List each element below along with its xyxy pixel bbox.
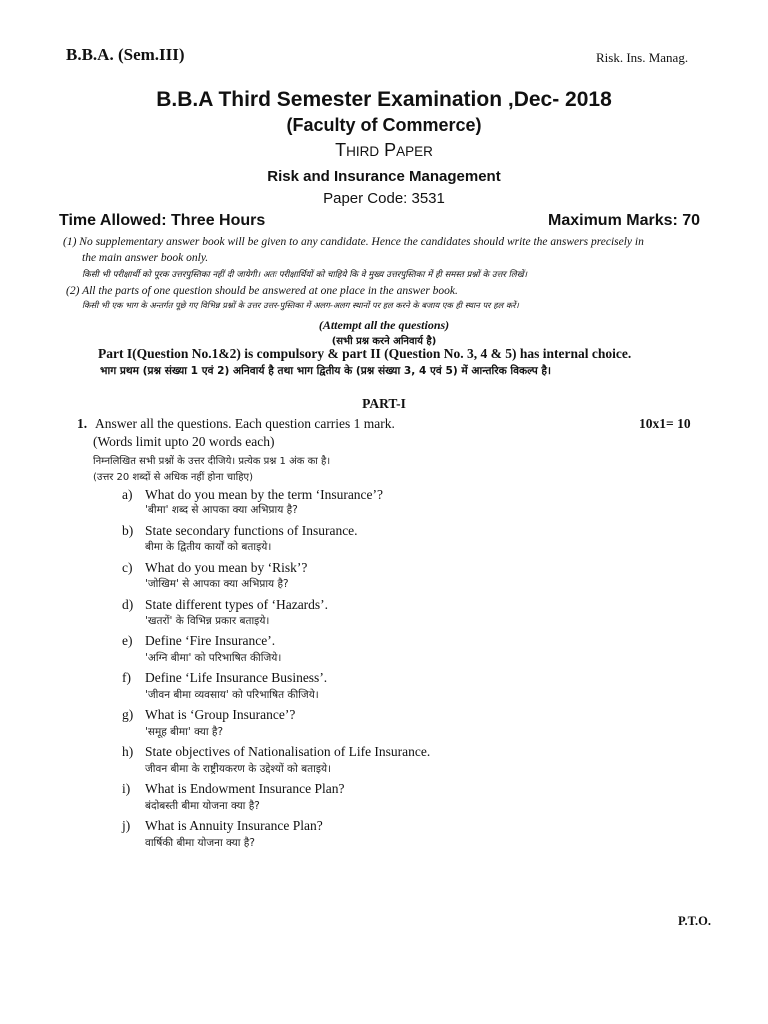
list-item: Define ‘Life Insurance Business’. — [145, 670, 328, 685]
question-marks: 10x1= 10 — [639, 416, 691, 431]
list-item-label: e) — [122, 633, 133, 648]
list-item-hi: 'अग्नि बीमा' को परिभाषित कीजिये। — [145, 652, 282, 664]
word-limit: (Words limit upto 20 words each) — [93, 434, 275, 449]
list-item-hi: 'जीवन बीमा व्यवसाय' को परिभाषित कीजिये। — [145, 689, 319, 701]
list-item-hi: 'समूह बीमा' क्या है? — [145, 726, 224, 738]
instruction-2-en: (2) All the parts of one question should be answered at one place in the answer book. — [66, 285, 458, 297]
part-heading: PART-I — [362, 396, 406, 411]
list-item-label: g) — [122, 707, 134, 722]
list-item: State secondary functions of Insurance. — [145, 523, 358, 538]
paper-number: THIRD PAPER — [335, 140, 433, 160]
list-item-hi: 'खतरों' के विभिन्न प्रकार बताइये। — [145, 615, 270, 627]
list-item: What do you mean by ‘Risk’? — [145, 560, 308, 575]
list-item-label: h) — [122, 744, 134, 759]
list-item-label: i) — [122, 781, 131, 796]
list-item: What is Endowment Insurance Plan? — [145, 781, 345, 796]
instruction-2-hi: किसी भी एक भाग के अन्तर्गत पूछे गए विभिन्न प्रश्नों के उत्तर उत्तर-पुस्तिका में अलग-अलग स्थानों पर हल करने के बजाय एक ही स्थान पर हल करें। — [82, 300, 519, 310]
list-item: What is ‘Group Insurance’? — [145, 707, 296, 722]
subject-title: Risk and Insurance Management — [267, 168, 501, 185]
paper-code: Paper Code: 3531 — [323, 190, 445, 207]
list-item-label: j) — [122, 818, 131, 833]
question-text-hi: निम्नलिखित सभी प्रश्नों के उत्तर दीजिये। प्रत्येक प्रश्न 1 अंक का है। — [93, 456, 331, 467]
subject-code: Risk. Ins. Manag. — [596, 50, 689, 65]
maximum-marks: Maximum Marks: 70 — [548, 212, 701, 229]
attempt-all-hi: (सभी प्रश्न करने अनिवार्य है) — [331, 336, 437, 347]
parts-note-en: Part I(Question No.1&2) is compulsory & part II (Question No. 3, 4 & 5) has internal choice. — [98, 346, 632, 361]
question-number: 1. — [77, 416, 88, 431]
instruction-1-hi: किसी भी परीक्षार्थी को पूरक उत्तरपुस्तिका नहीं दी जायेगी। अतः परीक्षार्थियों को चाहिये कि वे मुख्य उत्तरपुस्तिका में ही समस्त प्रश्नों के उत्तर लिखें। — [82, 270, 528, 280]
instruction-1-en: (1) No supplementary answer book will be given to any candidate. Hence the candidates should write the answers precisely in — [63, 236, 644, 248]
time-allowed: Time Allowed: Three Hours — [59, 212, 266, 229]
word-limit-hi: (उत्तर 20 शब्दों से अधिक नहीं होना चाहिए) — [93, 472, 253, 483]
list-item-label: c) — [122, 560, 133, 575]
list-item-hi: 'जोखिम' से आपका क्या अभिप्राय है? — [145, 578, 289, 590]
list-item-label: f) — [122, 670, 131, 685]
list-item: State objectives of Nationalisation of Life Insurance. — [145, 744, 431, 759]
attempt-all-en: (Attempt all the questions) — [318, 318, 450, 332]
exam-title: B.B.A Third Semester Examination ,Dec- 2018 — [156, 88, 612, 111]
question-text: Answer all the questions. Each question carries 1 mark. — [95, 416, 395, 431]
list-item-hi: बीमा के द्वितीय कार्यों को बताइये। — [145, 541, 272, 553]
faculty-title: (Faculty of Commerce) — [286, 115, 482, 135]
list-item: Define ‘Fire Insurance’. — [145, 633, 276, 648]
list-item: What do you mean by the term ‘Insurance’? — [145, 487, 384, 502]
list-item-label: b) — [122, 523, 134, 538]
instruction-1-en-cont: the main answer book only. — [82, 252, 209, 264]
parts-note-hi: भाग प्रथम (प्रश्न संख्या 1 एवं 2) अनिवार्य है तथा भाग द्वितीय के (प्रश्न संख्या 3, 4 एवं 5) में आन्तरिक विकल्प है। — [100, 365, 552, 377]
course-name: B.B.A. (Sem.III) — [66, 45, 185, 64]
list-item-hi: जीवन बीमा के राष्ट्रीयकरण के उद्देश्यों को बताइये। — [145, 763, 332, 775]
pto-label: P.T.O. — [678, 914, 711, 928]
list-item: State different types of ‘Hazards’. — [145, 597, 329, 612]
list-item-hi: वार्षिकी बीमा योजना क्या है? — [145, 837, 255, 849]
list-item-label: a) — [122, 487, 133, 502]
list-item-label: d) — [122, 597, 134, 612]
list-item-hi: 'बीमा' शब्द से आपका क्या अभिप्राय है? — [145, 504, 298, 516]
list-item: What is Annuity Insurance Plan? — [145, 818, 323, 833]
list-item-hi: बंदोबस्ती बीमा योजना क्या है? — [145, 800, 260, 812]
